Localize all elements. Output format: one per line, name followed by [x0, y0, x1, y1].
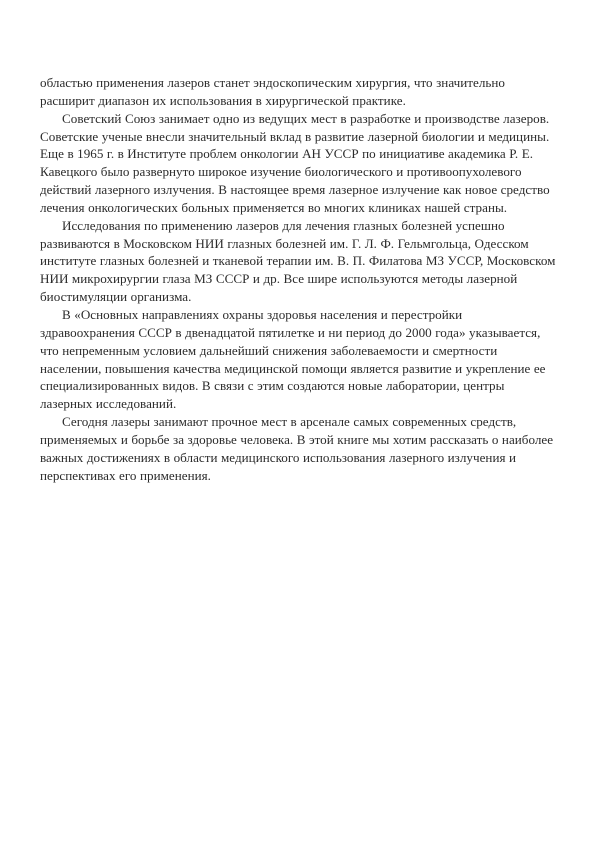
- paragraph-eye-disease-research: Исследования по применению лазеров для лечения глазных болезней успешно развиваются в Московском НИИ глазных болезней им. Г. Л. Ф. Гельмгольца, Одесском институте глазных болезней и тканевой терапии им. В. П. Филатова МЗ УССР, Московском НИИ микрохирургии глаза МЗ СССР и др. Все шире используются методы лазерной биостимуляции организма.: [40, 217, 556, 305]
- body-text-column: [40, 74, 558, 484]
- paragraph-soviet-union-lasers: Советский Союз занимает одно из ведущих мест в разработке и производстве лазеров. Советские ученые внесли значительный вклад в развитие лазерной биологии и медицины. Еще в 1965 г. в Институте проблем онкологии АН УССР по инициативе академика Р. Е. Кавецкого было развернуто широкое изучение биологического и противоопухолевого действий лазерного излучения. В настоящее время лазерное излучение как новое средство лечения онкологических больных применяется во многих клиниках нашей страны.: [40, 110, 550, 215]
- paragraph-health-policy-directions: В «Основных направлениях охраны здоровья населения и перестройки здравоохранения СССР в двенадцатой пятилетке и ни период до 2000 года» указывается, что непременным условием дальнейший снижения заболеваемости и смертности населении, повышения качества медицинской помощи является развитие и укрепление ее специализированных видов. В связи с этим создаются новые лаборатории, центры лазерных исследований.: [40, 306, 546, 412]
- paragraph-book-purpose: Сегодня лазеры занимают прочное мест в арсенале самых современных средств, применяемых и борьбе за здоровье человека. В этой книге мы хотим рассказать о наиболее важных достижениях в области медицинского использования лазерного излучения и перспективах его применения.: [40, 414, 554, 483]
- paragraph-continuation: областью применения лазеров станет эндоскопическим хирургия, что значительно расширит диапазон их использования в хирургической практике.: [40, 75, 505, 108]
